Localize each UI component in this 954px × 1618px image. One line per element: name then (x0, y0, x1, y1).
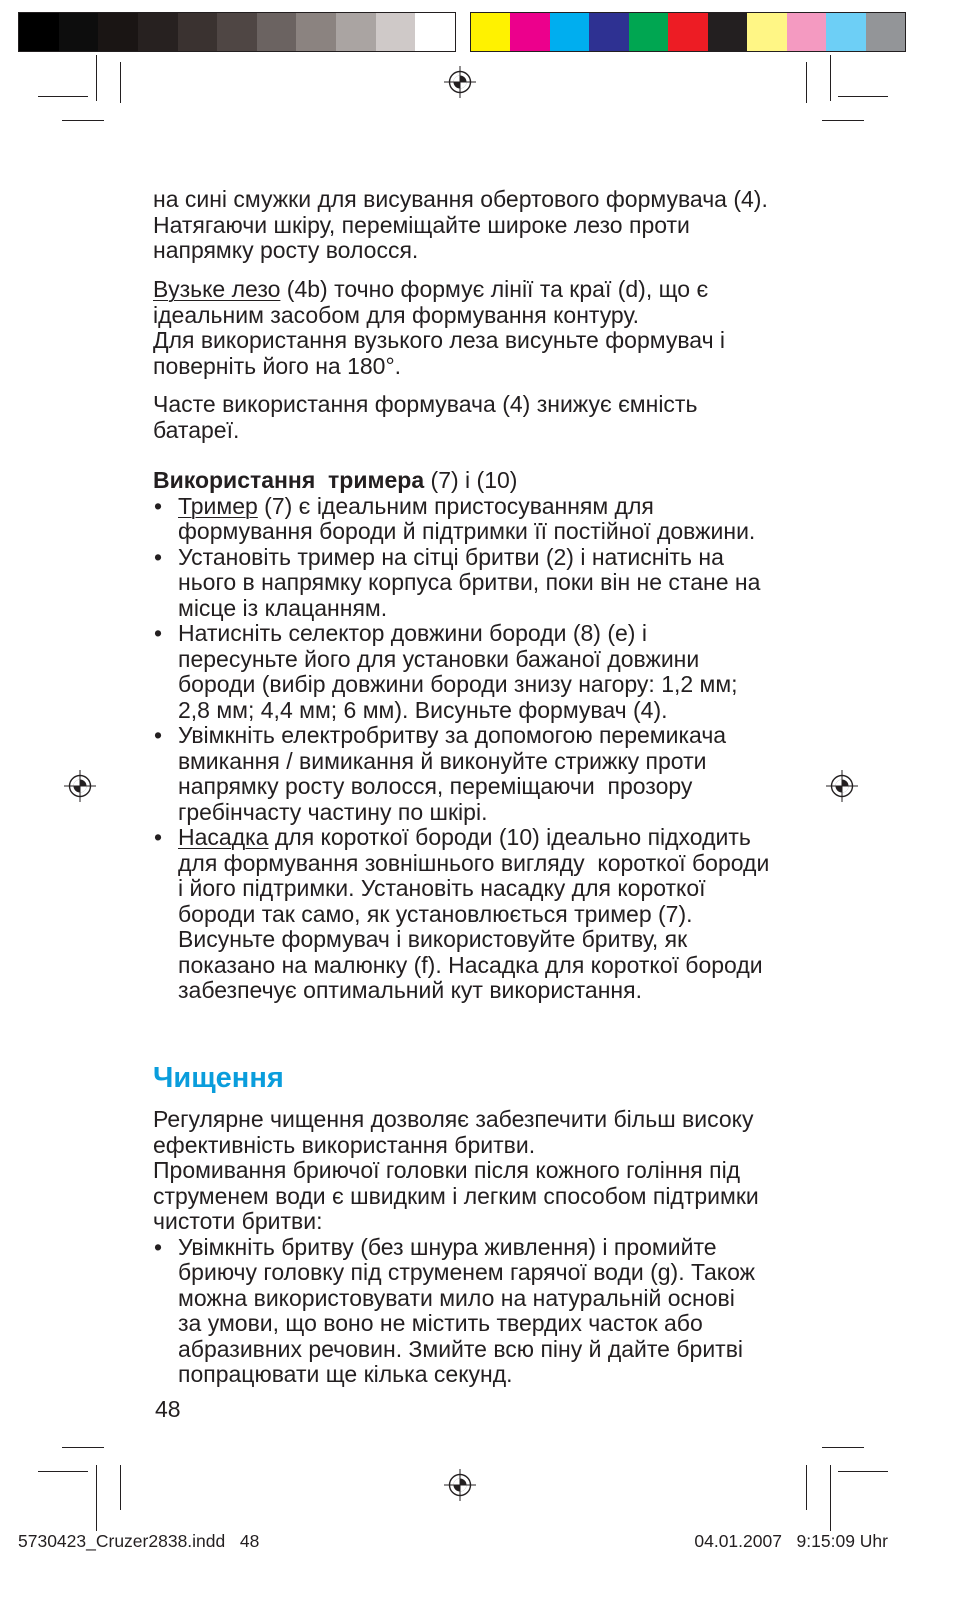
text-line: • Установіть тример на сітці бритви (2) і натисніть на (178, 543, 724, 570)
crop-mark (806, 1465, 807, 1510)
battery-note-paragraph (153, 392, 697, 443)
gray-swatch (376, 13, 416, 51)
text-line: бороди (вибір довжини бороди знизу нагору: 1,2 мм; (178, 671, 738, 697)
page-number: 48 (155, 1396, 181, 1422)
gray-swatch (296, 13, 336, 51)
text-line: Для використання вузького леза висуньте формувач і (153, 327, 726, 353)
text-line: забезпечує оптимальний кут використання. (178, 977, 642, 1003)
gray-swatch (257, 13, 297, 51)
registration-mark-icon (443, 1468, 477, 1502)
text-line: пересуньте його для установки бажаної довжини (178, 645, 700, 672)
gray-swatch (138, 13, 178, 51)
text-line: • Увімкніть бритву (без шнура живлення) і промийте (178, 1233, 717, 1260)
text-line: ефективність використання бритви. (153, 1131, 536, 1158)
text-line (153, 277, 725, 303)
registration-mark-icon (63, 769, 97, 803)
text-line: • Натисніть селектор довжини бороди (8) (e) і (178, 620, 647, 646)
text-line-rest: (4b) точно формує лінії та краї (d), що є (280, 276, 709, 302)
process-swatch (747, 13, 786, 51)
gray-swatch (415, 13, 455, 51)
text-line: напрямку росту волосся. (153, 237, 419, 263)
trimmer-heading (153, 468, 769, 494)
text-line: Натягаючи шкіру, переміщайте широке лезо проти (153, 211, 690, 238)
registration-mark-icon (825, 769, 859, 803)
registration-mark-icon (443, 65, 477, 99)
text-line: показано на малюнку (f). Насадка для короткої бороди (178, 951, 763, 978)
text-line: бриючу головку під струменем гарячої води (g). Також (178, 1259, 756, 1285)
process-swatch (708, 13, 747, 51)
process-swatch (629, 13, 668, 51)
bleed-mark (838, 96, 888, 97)
crop-mark (822, 1447, 864, 1448)
text-line: • Увімкніть електробритву за допомогою перемикача (178, 722, 727, 748)
text-line: 2,8 мм; 4,4 мм; 6 мм). Висуньте формувач (4). (178, 696, 668, 723)
process-swatch (471, 13, 510, 51)
text-line: місце із клацанням. (178, 594, 388, 621)
trimmer-section (153, 468, 769, 1004)
bleed-mark (96, 55, 97, 101)
bleed-mark (830, 1465, 831, 1531)
cleaning-section (153, 1107, 759, 1388)
term-narrow-blade: Вузьке лезо (153, 276, 281, 302)
text-line: за умови, що воно не містить твердих часток або (178, 1310, 703, 1336)
bleed-mark (38, 96, 88, 97)
process-color-bar (470, 12, 906, 52)
crop-mark (806, 62, 807, 103)
text-line: вмикання / вимикання й виконуйте стрижку проти (178, 747, 707, 774)
text-line: батареї. (153, 416, 240, 443)
text-line: гребінчасту частину по шкірі. (178, 798, 488, 825)
text-line-rest: (7) є ідеальним пристосуванням для (257, 492, 654, 519)
text-line: чистоти бритви: (153, 1208, 323, 1234)
bleed-mark (830, 55, 831, 101)
bleed-mark (38, 1471, 88, 1472)
text-line: формування бороди й підтримки її постійної довжини. (178, 518, 756, 544)
text-line: поверніть його на 180°. (153, 352, 402, 379)
gray-swatch (59, 13, 99, 51)
text-line: струменем води є швидким і легким способом підтримки (153, 1182, 759, 1209)
process-swatch (866, 13, 905, 51)
footer-filename: 5730423_Cruzer2838.indd 48 (18, 1531, 260, 1551)
text-line (178, 494, 769, 520)
text-line: і його підтримки. Установіть насадку для короткої (178, 875, 706, 901)
text-line: на сині смужки для висування обертового формувача (4). (153, 186, 768, 212)
gray-swatch (336, 13, 376, 51)
text-line: Часте використання формувача (4) знижує ємність (153, 391, 698, 417)
process-swatch (510, 13, 549, 51)
cleaning-heading: Чищення (153, 1062, 284, 1094)
term-attachment: Насадка (178, 824, 269, 850)
gray-swatch (178, 13, 218, 51)
text-line: для формування зовнішнього вигляду короткої бороди (178, 849, 770, 876)
crop-mark (62, 120, 104, 121)
text-line: напрямку росту волосся, переміщаючи прозору (178, 773, 693, 799)
list-item (153, 825, 769, 1004)
process-swatch (787, 13, 826, 51)
text-line: ідеальним засобом для формування контуру. (153, 301, 640, 328)
term-trimmer: Тример (178, 492, 258, 519)
process-swatch (589, 13, 628, 51)
gray-step-wedge (18, 12, 456, 52)
text-line: Промивання бриючої головки після кожного гоління під (153, 1157, 741, 1183)
bleed-mark (838, 1471, 888, 1472)
crop-mark (120, 1465, 121, 1510)
list-item (153, 1235, 759, 1388)
trimmer-heading-rest: (7) і (10) (424, 467, 518, 493)
text-line: попрацювати ще кілька секунд. (178, 1361, 513, 1387)
text-line: Регулярне чищення дозволяє забезпечити більш високу (153, 1106, 754, 1132)
narrow-blade-paragraph (153, 277, 725, 379)
text-line: нього в напрямку корпуса бритви, поки він не стане на (178, 569, 761, 595)
gray-swatch (19, 13, 59, 51)
process-swatch (826, 13, 865, 51)
text-line (178, 825, 769, 851)
gray-swatch (217, 13, 257, 51)
process-swatch (668, 13, 707, 51)
intro-paragraph (153, 187, 768, 264)
list-item (153, 723, 769, 825)
text-line: можна використовувати мило на натуральній основі (178, 1284, 735, 1311)
list-item (153, 545, 769, 622)
text-line: абразивних речовин. Змийте всю піну й дайте бритві (178, 1335, 744, 1362)
bleed-mark (96, 1465, 97, 1531)
text-line-rest: для короткої бороди (10) ідеально підходить (268, 824, 751, 850)
gray-swatch (98, 13, 138, 51)
crop-mark (120, 62, 121, 103)
text-line: Висуньте формувач і використовуйте бритву, як (178, 926, 688, 952)
text-line: бороди так само, як установлюється тример (7). (178, 900, 693, 927)
crop-mark (62, 1447, 104, 1448)
crop-mark (822, 120, 864, 121)
list-item (153, 494, 769, 545)
list-item (153, 621, 769, 723)
process-swatch (550, 13, 589, 51)
footer-timestamp: 04.01.2007 9:15:09 Uhr (694, 1531, 888, 1551)
trimmer-heading-bold: Використання тримера (153, 467, 425, 493)
